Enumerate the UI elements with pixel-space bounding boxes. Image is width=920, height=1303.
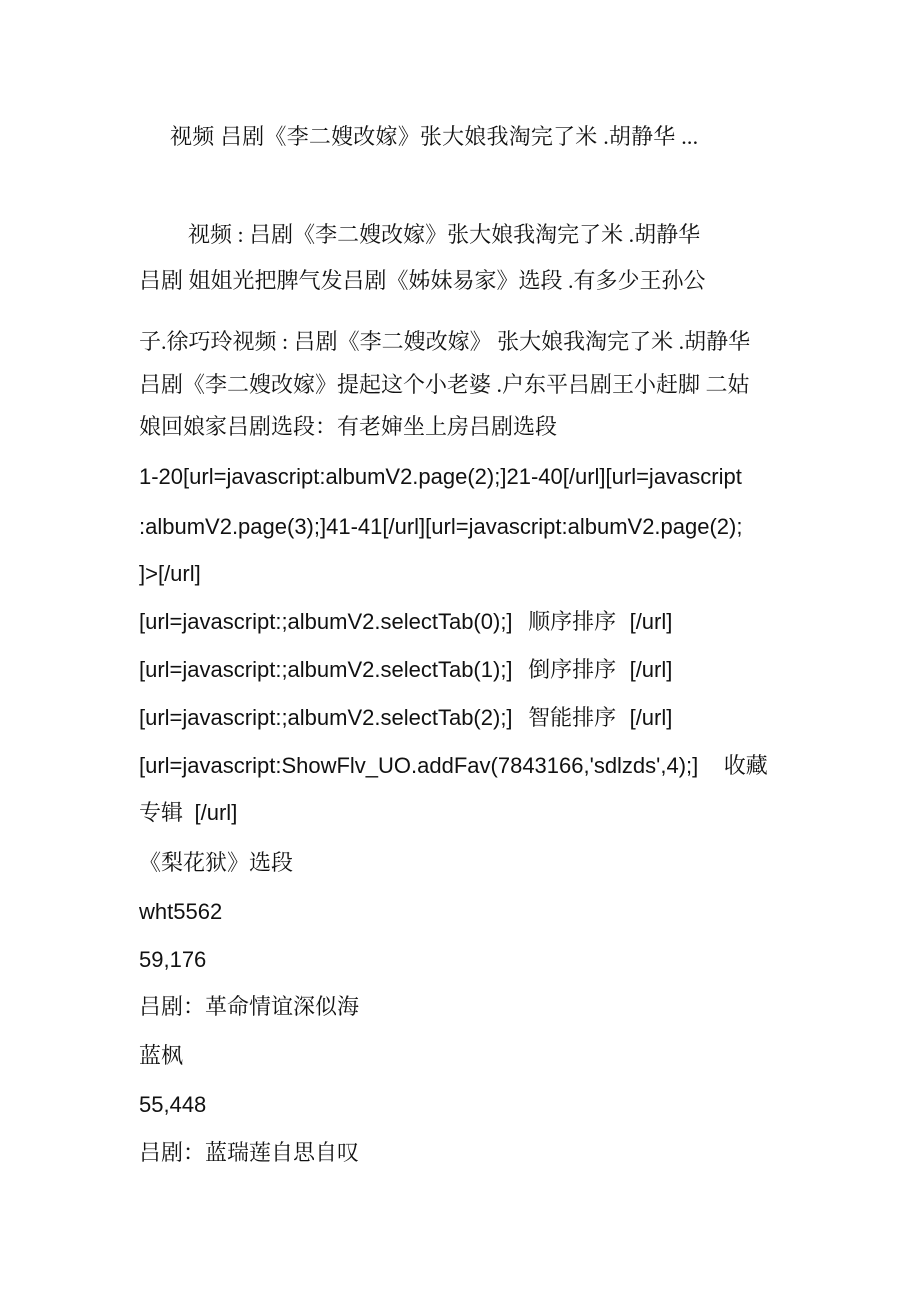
paragraph-line-4: 吕剧《李二嫂改嫁》提起这个小老婆 .户东平吕剧王小赶脚 二姑 [139,372,750,397]
entry-author-1: wht5562 [139,899,223,924]
paragraph-line-3: 子.徐巧玲视频 : 吕剧《李二嫂改嫁》 张大娘我淘完了米 .胡静华 [139,329,751,354]
sort-tab-prefix: [url=javascript:;albumV2.selectTab(1);] [139,657,513,682]
sort-tab-line-3 [139,707,672,729]
sort-tab-label: 倒序排序 [528,657,617,682]
entry-title-1: 《梨花狱》选段 [139,850,294,875]
paragraph-line-1: 视频 : 吕剧《李二嫂改嫁》张大娘我淘完了米 .胡静华 [188,222,701,247]
sort-tab-suffix: [/url] [629,609,673,634]
favorite-continuation-label: 专辑 [139,800,184,825]
entry-title-3: 吕剧：蓝瑞莲自思自叹 [139,1140,360,1165]
paragraph-line-5: 娘回娘家吕剧选段：有老婶坐上房吕剧选段 [139,414,558,439]
sort-tab-suffix: [/url] [629,657,673,682]
favorite-line [139,755,768,777]
favorite-label: 收藏 [723,753,768,778]
entry-title-2: 吕剧：革命情谊深似海 [139,994,360,1019]
sort-tab-label: 顺序排序 [528,609,617,634]
paragraph-line-2: 吕剧 姐姐光把脾气发吕剧《姊妹易家》选段 .有多少王孙公 [139,268,706,293]
favorite-continuation [139,802,237,824]
entry-views-2: 55,448 [139,1092,207,1117]
document-title: 视频 吕剧《李二嫂改嫁》张大娘我淘完了米 .胡静华 ... [170,124,699,149]
sort-tab-suffix: [/url] [629,705,673,730]
code-line-2: :albumV2.page(3);]41-41[/url][url=javascript:albumV2.page(2); [139,514,743,539]
entry-views-1: 59,176 [139,947,207,972]
entry-author-2: 蓝枫 [139,1043,184,1068]
sort-tab-prefix: [url=javascript:;albumV2.selectTab(2);] [139,705,513,730]
favorite-continuation-suffix: [/url] [194,800,238,825]
code-line-3: ]>[/url] [139,561,201,586]
sort-tab-label: 智能排序 [528,705,617,730]
favorite-prefix: [url=javascript:ShowFlv_UO.addFav(7843166,'sdlzds',4);] [139,753,699,778]
sort-tab-line-2 [139,659,672,681]
sort-tab-line-1 [139,611,672,633]
code-line-1: 1-20[url=javascript:albumV2.page(2);]21-40[/url][url=javascript [139,464,742,489]
sort-tab-prefix: [url=javascript:;albumV2.selectTab(0);] [139,609,513,634]
